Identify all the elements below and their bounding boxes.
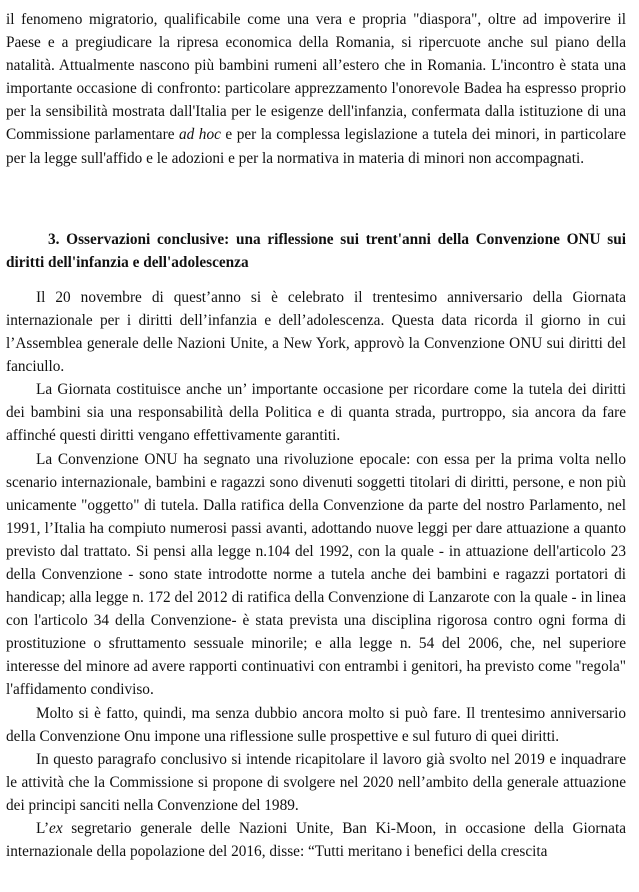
last-paragraph-text: segretario generale delle Nazioni Unite, Ban Ki-Moon, in occasione della Giornata internazionale della popolazione del 2016, disse: “Tutti meritano i benefici della crescita: [6, 820, 626, 861]
intro-text-part1: il fenomeno migratorio, qualificabile come una vera e propria "diaspora", oltre ad impoverire il Paese e a pregiudicare la ripresa economica della Romania, si ripercuote anche sul piano della natalità. Attualmente nascono più bambini rumeni all’estero che in Romania. L'incontro è stata una importante occasione di confronto: particolare apprezzamento l'onorevole Badea ha espresso proprio per la sensibilità mostrata dall'Italia per le esigenze dell'infanzia, confermata dalla istituzione di una Commissione parlamentare: [6, 11, 626, 144]
body-paragraph-2: La Giornata costituisce anche un’ importante occasione per ricordare come la tutela dei diritti dei bambini sia una responsabilità della Politica e di quanta strada, purtroppo, sia ancora da fare affinché questi diritti vengano effettivamente garantiti.: [6, 381, 626, 445]
body-paragraph-3: La Convenzione ONU ha segnato una rivoluzione epocale: con essa per la prima volta nello scenario internazionale, bambini e ragazzi sono divenuti soggetti titolari di diritti, persone, e non più unicamente "oggetto" di tutela. Dalla ratifica della Convenzione da parte del nostro Parlamento, nel 1991, l’Italia ha compiuto numerosi passi avanti, adottando nuove leggi per dare attuazione a quanto previsto dal trattato. Si pensi alla legge n.104 del 1992, con la quale - in attuazione dell'articolo 23 della Convenzione - sono state introdotte norme a tutela anche dei bambini e ragazzi portatori di handicap; alla legge n. 172 del 2012 di ratifica della Convenzione di Lanzarote con la quale - in linea con l'articolo 34 della Convenzione- è stata prevista una disciplina rigorosa contro ogni forma di prostituzione o sfruttamento sessuale minorile; e alla legge n. 54 del 2006, che, nel superiore interesse del minore ad avere rapporti continuativi con entrambi i genitori, ha previsto come "regola" l'affidamento condiviso.: [6, 450, 626, 699]
body-paragraph-4: Molto si è fatto, quindi, ma senza dubbio ancora molto si può fare. Il trentesimo anniversario della Convenzione Onu impone una riflessione sulle prospettive e sul futuro di quei diritti.: [6, 704, 626, 745]
last-paragraph-italic-term: ex: [49, 820, 63, 837]
text-column: [6, 8, 626, 863]
body-paragraph-5: In questo paragrafo conclusivo si intende ricapitolare il lavoro già svolto nel 2019 e inquadrare le attività che la Commissione si propone di svolgere nel 2020 nell’ambito della generale attuazione dei principi sanciti nella Convenzione del 1989.: [6, 750, 626, 814]
last-paragraph-prefix: L’: [36, 820, 50, 837]
intro-italic-term: ad hoc: [179, 126, 221, 144]
section-heading: 3. Osservazioni conclusive: una riflessione sui trent'anni della Convenzione ONU sui diritti dell'infanzia e dell'adolescenza: [6, 230, 626, 271]
intro-text-part2: e per la complessa legislazione a tutela dei minori, in particolare per la legge sull'affido e le adozioni e per la normativa in materia di minori non accompagnati.: [6, 126, 627, 167]
body-paragraph-1: Il 20 novembre di quest’anno si è celebrato il trentesimo anniversario della Giornata internazionale per i diritti dell’infanzia e dell’adolescenza. Questa data ricorda il giorno in cui l’Assemblea generale delle Nazioni Unite, a New York, approvò la Convenzione ONU sui diritti del fanciullo.: [6, 288, 626, 376]
intro-paragraph: [6, 8, 626, 170]
body-paragraph-6: [6, 817, 626, 863]
